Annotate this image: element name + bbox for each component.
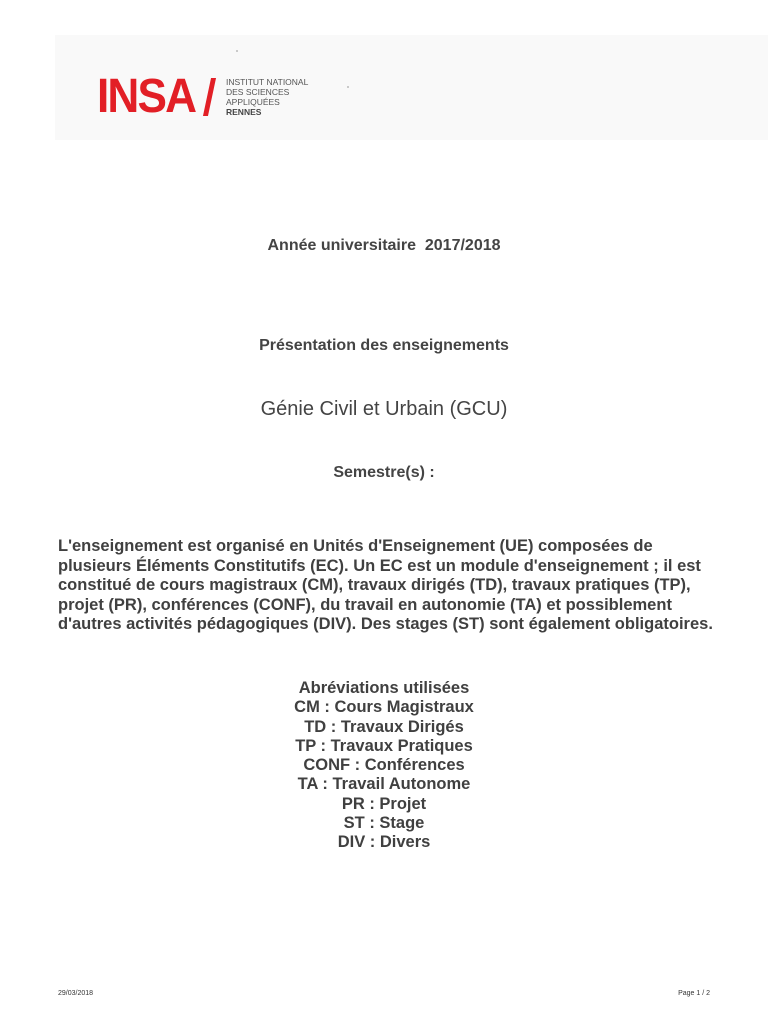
insa-logo [97,70,309,123]
header-speck [347,86,349,88]
logo-wordmark: INSA [97,70,196,123]
abbreviation-item: DIV : Divers [337,833,431,852]
abbreviations-block [0,679,768,853]
footer-date: 29/03/2018 [58,990,94,997]
academic-year: Année universitaire 2017/2018 [267,237,501,254]
logo-institution-text [226,77,308,117]
presentation-title: Présentation des enseignements [259,337,509,354]
semester-label: Semestre(s) : [333,464,435,481]
abbreviation-item: ST : Stage [343,814,425,833]
institution-line: INSTITUT NATIONAL [226,77,309,87]
institution-city: RENNES [226,107,262,117]
abbreviation-item: TP : Travaux Pratiques [295,736,473,755]
abbreviation-item: CM : Cours Magistraux [294,698,474,717]
abbreviation-item: PR : Projet [341,794,427,813]
header-speck [236,50,238,52]
abbreviations-title: Abréviations utilisées [298,679,470,697]
abbreviation-item: TA : Travail Autonome [297,775,471,794]
institution-line: DES SCIENCES [226,87,290,97]
abbreviation-item: CONF : Conférences [303,756,465,775]
program-title: Génie Civil et Urbain (GCU) [260,398,508,420]
intro-paragraph: L'enseignement est organisé en Unités d'Enseignement (UE) composées de plusieurs Éléments Constitutifs (EC). Un EC est un module d'enseignement ; il est constitué de cours magistraux (CM), travaux dirigés (TD), travaux pratiques (TP), projet (PR), conférences (CONF), du travail en autonomie (TA) et possiblement d'autres activités pédagogiques (DIV). Des stages (ST) sont également obligatoires. [58,537,713,633]
footer-page-number: Page 1 / 2 [678,990,710,997]
abbreviation-item: TD : Travaux Dirigés [304,717,464,736]
institution-line: APPLIQUÉES [226,97,280,107]
